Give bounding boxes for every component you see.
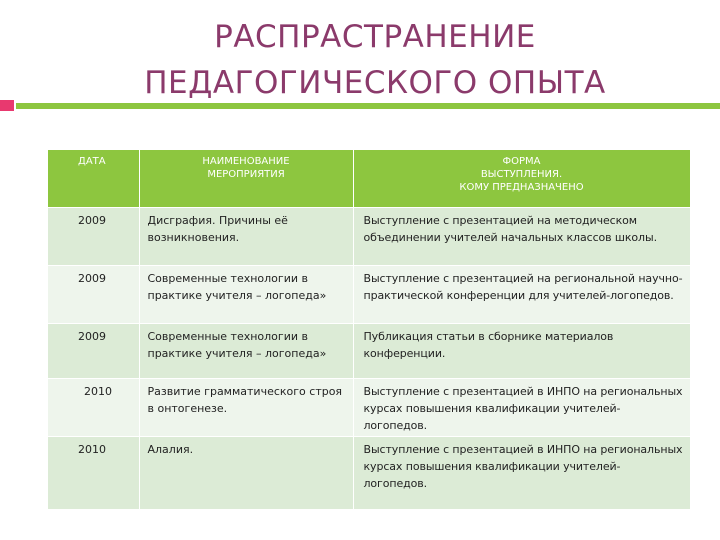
cell-form: Выступление с презентацией на методическом объединении учителей начальных классов школы. — [353, 207, 690, 265]
table-row — [48, 207, 690, 265]
header-event: НАИМЕНОВАНИЕ МЕРОПРИЯТИЯ — [139, 150, 353, 207]
title-line-2: ПЕДАГОГИЧЕСКОГО ОПЫТА — [144, 65, 606, 101]
cell-date: 2010 — [48, 436, 139, 509]
accent-bar-green — [16, 103, 720, 109]
events-table — [48, 150, 691, 509]
header-form: ФОРМА ВЫСТУПЛЕНИЯ. КОМУ ПРЕДНАЗНАЧЕНО — [353, 150, 690, 207]
cell-event: Современные технологии в практике учителя – логопеда» — [139, 265, 353, 323]
cell-date: 2009 — [48, 265, 139, 323]
table-header-row — [48, 150, 690, 207]
cell-event: Современные технологии в практике учителя – логопеда» — [139, 323, 353, 378]
table-row — [48, 265, 690, 323]
cell-date: 2009 — [48, 207, 139, 265]
cell-event: Дисграфия. Причины её возникновения. — [139, 207, 353, 265]
cell-form: Публикация статьи в сборнике материалов конференции. — [353, 323, 690, 378]
title-line-1: РАСПРАСТРАНЕНИЕ — [214, 19, 536, 55]
accent-bar-pink — [0, 100, 14, 111]
header-date: ДАТА — [48, 150, 139, 207]
cell-event: Развитие грамматического строя в онтогенезе. — [139, 378, 353, 436]
slide-title — [110, 14, 640, 106]
cell-date: 2009 — [48, 323, 139, 378]
table-row — [48, 323, 690, 378]
cell-form: Выступление с презентацией в ИНПО на региональных курсах повышения квалификации учителей-логопедов. — [353, 378, 690, 436]
cell-form: Выступление с презентацией на региональной научно-практической конференции для учителей-логопедов. — [353, 265, 690, 323]
table-row — [48, 378, 690, 436]
table-row — [48, 436, 690, 509]
cell-date: 2010 — [48, 378, 139, 436]
cell-event: Алалия. — [139, 436, 353, 509]
cell-form: Выступление с презентацией в ИНПО на региональных курсах повышения квалификации учителей-логопедов. — [353, 436, 690, 509]
